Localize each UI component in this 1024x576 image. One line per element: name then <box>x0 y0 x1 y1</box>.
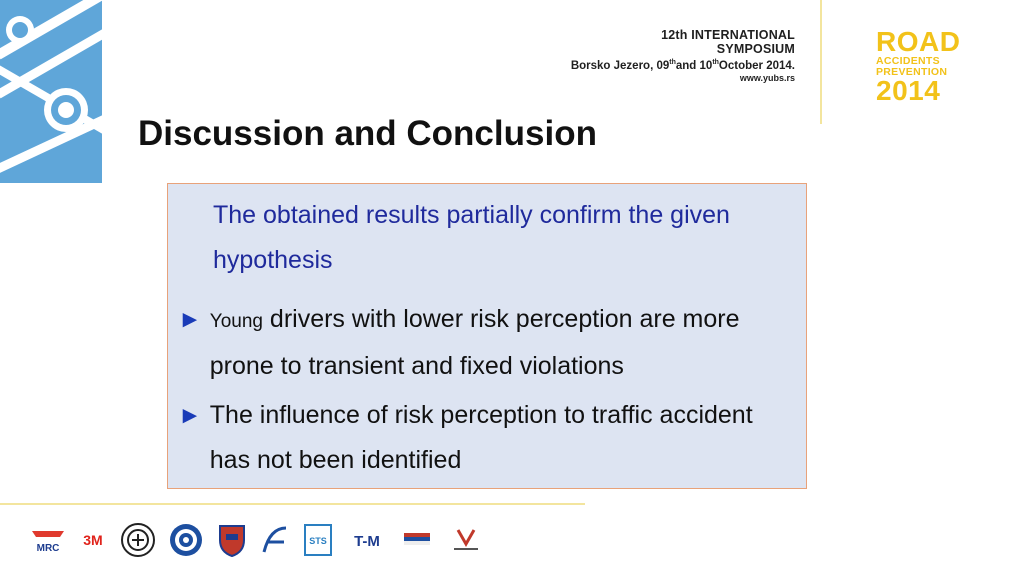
rings-logo <box>166 522 206 558</box>
website-url: www.yubs.rs <box>739 72 795 83</box>
conclusion-box <box>167 183 807 489</box>
bullet-item-2: ► The influence of risk perception to traffic accident has not been identified <box>178 393 798 483</box>
footer-divider <box>0 503 585 505</box>
symposium-header <box>520 28 795 84</box>
header-divider <box>820 0 822 124</box>
road-accidents-prevention-logo: ROAD ACCIDENTS PREVENTION 2014 <box>876 26 961 106</box>
header-line-1: 12th INTERNATIONAL <box>661 28 795 42</box>
agency-logo <box>444 522 488 558</box>
tm-logo <box>344 522 390 558</box>
sts-logo <box>302 522 334 558</box>
bullet-item-1: ► Young drivers with lower risk perception are more prone to transient and fixed violations <box>178 297 798 389</box>
flag-logo <box>400 522 434 558</box>
seal-logo <box>120 522 156 558</box>
bullet-arrow-icon: ► <box>178 402 202 429</box>
script-logo <box>258 522 292 558</box>
corner-decoration <box>0 0 102 183</box>
page-title: Discussion and Conclusion <box>138 114 597 153</box>
sponsor-logos <box>30 520 488 560</box>
header-line-3: Borsko Jezero, 09thand 10thOctober 2014. <box>570 59 795 72</box>
intro-text: The obtained results partially confirm the given hypothesis <box>213 201 730 274</box>
mrc-logo <box>30 522 66 558</box>
3m-logo <box>76 522 110 558</box>
svg-text:MRC: MRC <box>36 543 60 554</box>
svg-text:STS: STS <box>309 536 327 546</box>
header-line-2: SYMPOSIUM <box>716 42 795 56</box>
bullet-arrow-icon: ► <box>178 306 202 333</box>
svg-text:T-M: T-M <box>354 533 380 550</box>
svg-text:3M: 3M <box>83 532 103 548</box>
shield-logo <box>216 522 248 558</box>
